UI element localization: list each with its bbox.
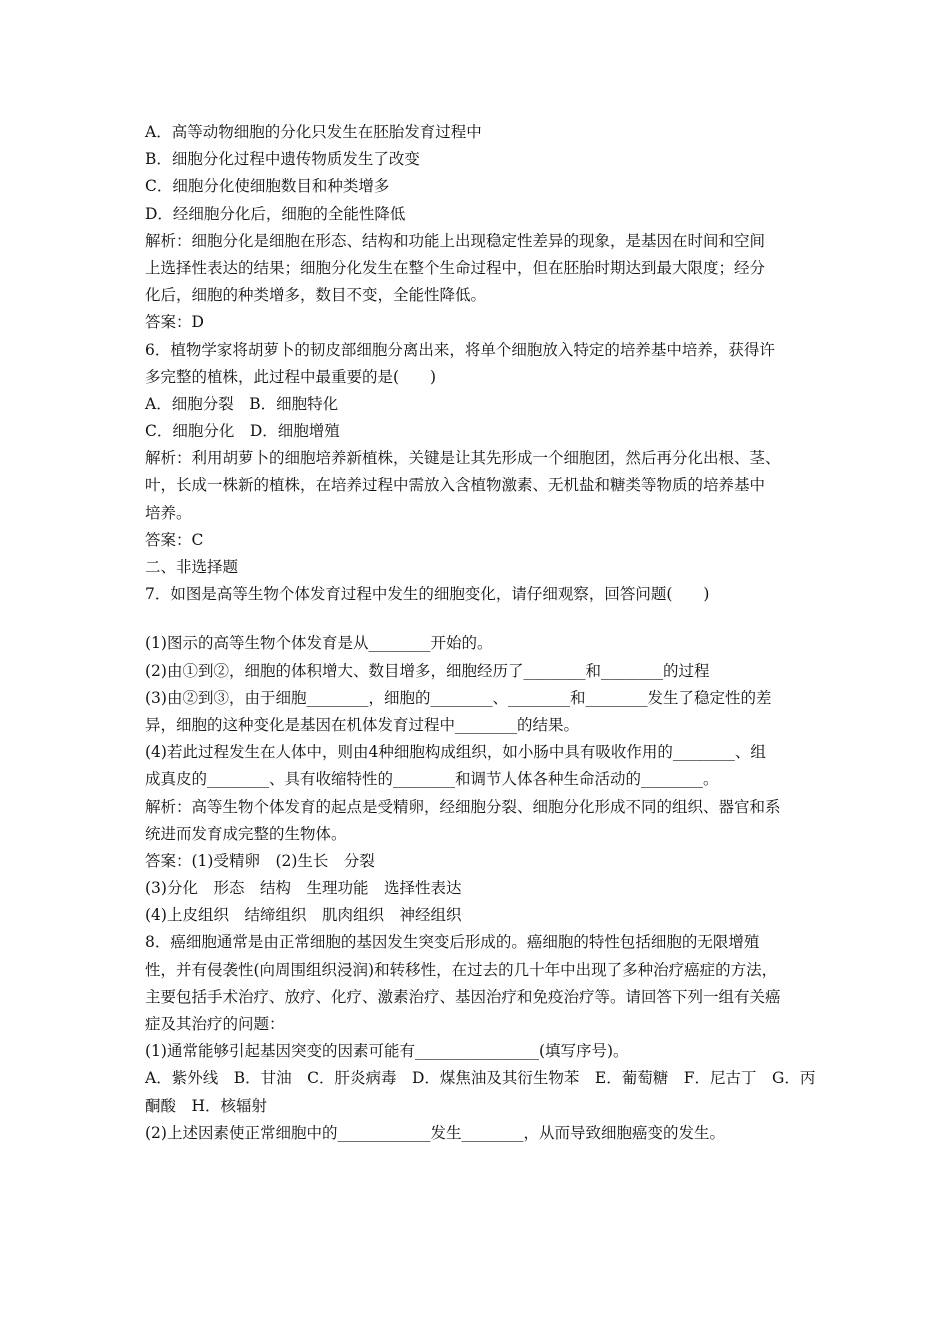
option-b-text: B．细胞分化过程中遗传物质发生了改变 bbox=[145, 150, 420, 169]
analysis-text: 上选择性表达的结果；细胞分化发生在整个生命过程中，但在胚胎时期达到最大限度；经分 bbox=[145, 258, 766, 277]
answer-text: 答案：C bbox=[145, 530, 204, 549]
question-7-part-2: (2)由①到②，细胞的体积增大、数目增多，细胞经历了________和________的过程 bbox=[145, 661, 710, 680]
question-7-part-1: (1)图示的高等生物个体发育是从________开始的。 bbox=[145, 634, 493, 653]
question-6-options: C．细胞分化 D．细胞增殖 bbox=[145, 422, 340, 441]
analysis-text: 化后，细胞的种类增多，数目不变，全能性降低。 bbox=[145, 286, 487, 305]
answer-text: 答案：D bbox=[145, 313, 204, 332]
analysis-text: 培养。 bbox=[145, 503, 192, 522]
question-8-text: 性，并有侵袭性(向周围组织浸润)和转移性，在过去的几十年中出现了多种治疗癌症的方法， bbox=[145, 960, 778, 979]
option-d-text: D．经细胞分化后，细胞的全能性降低 bbox=[145, 204, 406, 223]
document-page bbox=[145, 119, 825, 1147]
question-7-part-3: 异，细胞的这种变化是基因在机体发育过程中________的结果。 bbox=[145, 715, 580, 734]
question-8-text: 症及其治疗的问题： bbox=[145, 1015, 285, 1033]
option-a-text: A．高等动物细胞的分化只发生在胚胎发育过程中 bbox=[145, 123, 482, 141]
question-7-part-4: (4)若此过程发生在人体中，则由4种细胞构成组织，如小肠中具有吸收作用的________、组 bbox=[145, 743, 766, 762]
question-8-options: 酮酸 H．核辐射 bbox=[145, 1096, 268, 1115]
question-6-text: 6．植物学家将胡萝卜的韧皮部细胞分离出来，将单个细胞放入特定的培养基中培养，获得许 bbox=[145, 340, 775, 359]
question-8-text: 8．癌细胞通常是由正常细胞的基因发生突变后形成的。癌细胞的特性包括细胞的无限增殖 bbox=[145, 933, 760, 952]
section-heading: 二、非选择题 bbox=[145, 558, 239, 576]
question-8-part-1: (1)通常能够引起基因突变的因素可能有________________(填写序号)。 bbox=[145, 1042, 629, 1061]
question-7-part-4: 成真皮的________、具有收缩特性的________和调节人体各种生命活动的________。 bbox=[145, 770, 719, 789]
question-6-options: A．细胞分裂 B．细胞特化 bbox=[145, 394, 339, 413]
answer-text: (3)分化 形态 结构 生理功能 选择性表达 bbox=[145, 879, 462, 898]
answer-text: (4)上皮组织 结缔组织 肌肉组织 神经组织 bbox=[145, 906, 462, 925]
analysis-text: 叶，长成一株新的植株，在培养过程中需放入含植物激素、无机盐和糖类等物质的培养基中 bbox=[145, 476, 766, 495]
analysis-text: 解析：高等生物个体发育的起点是受精卵，经细胞分裂、细胞分化形成不同的组织、器官和系 bbox=[145, 797, 781, 816]
analysis-text: 解析：利用胡萝卜的细胞培养新植株，关键是让其先形成一个细胞团，然后再分化出根、茎、 bbox=[145, 449, 781, 468]
analysis-text: 解析：细胞分化是细胞在形态、结构和功能上出现稳定性差异的现象，是基因在时间和空间 bbox=[145, 231, 766, 250]
question-8-text: 主要包括手术治疗、放疗、化疗、激素治疗、基因治疗和免疫治疗等。请回答下列一组有关癌 bbox=[145, 987, 781, 1006]
question-7-part-3: (3)由②到③，由于细胞________，细胞的________、________和________发生了稳定性的差 bbox=[145, 688, 772, 707]
question-6-text: 多完整的植株，此过程中最重要的是( ) bbox=[145, 367, 437, 386]
answer-text: 答案：(1)受精卵 (2)生长 分裂 bbox=[145, 851, 375, 870]
figure-gap bbox=[145, 608, 825, 630]
analysis-text: 统进而发育成完整的生物体。 bbox=[145, 824, 347, 843]
question-8-options: A．紫外线 B．甘油 C．肝炎病毒 D．煤焦油及其衍生物苯 E．葡萄糖 F．尼古丁 G．丙 bbox=[145, 1069, 816, 1088]
question-8-part-2: (2)上述因素使正常细胞中的____________发生________，从而导致细胞癌变的发生。 bbox=[145, 1123, 725, 1142]
option-c-text: C．细胞分化使细胞数目和种类增多 bbox=[145, 177, 390, 196]
question-7-text: 7．如图是高等生物个体发育过程中发生的细胞变化，请仔细观察，回答问题( ) bbox=[145, 585, 710, 604]
